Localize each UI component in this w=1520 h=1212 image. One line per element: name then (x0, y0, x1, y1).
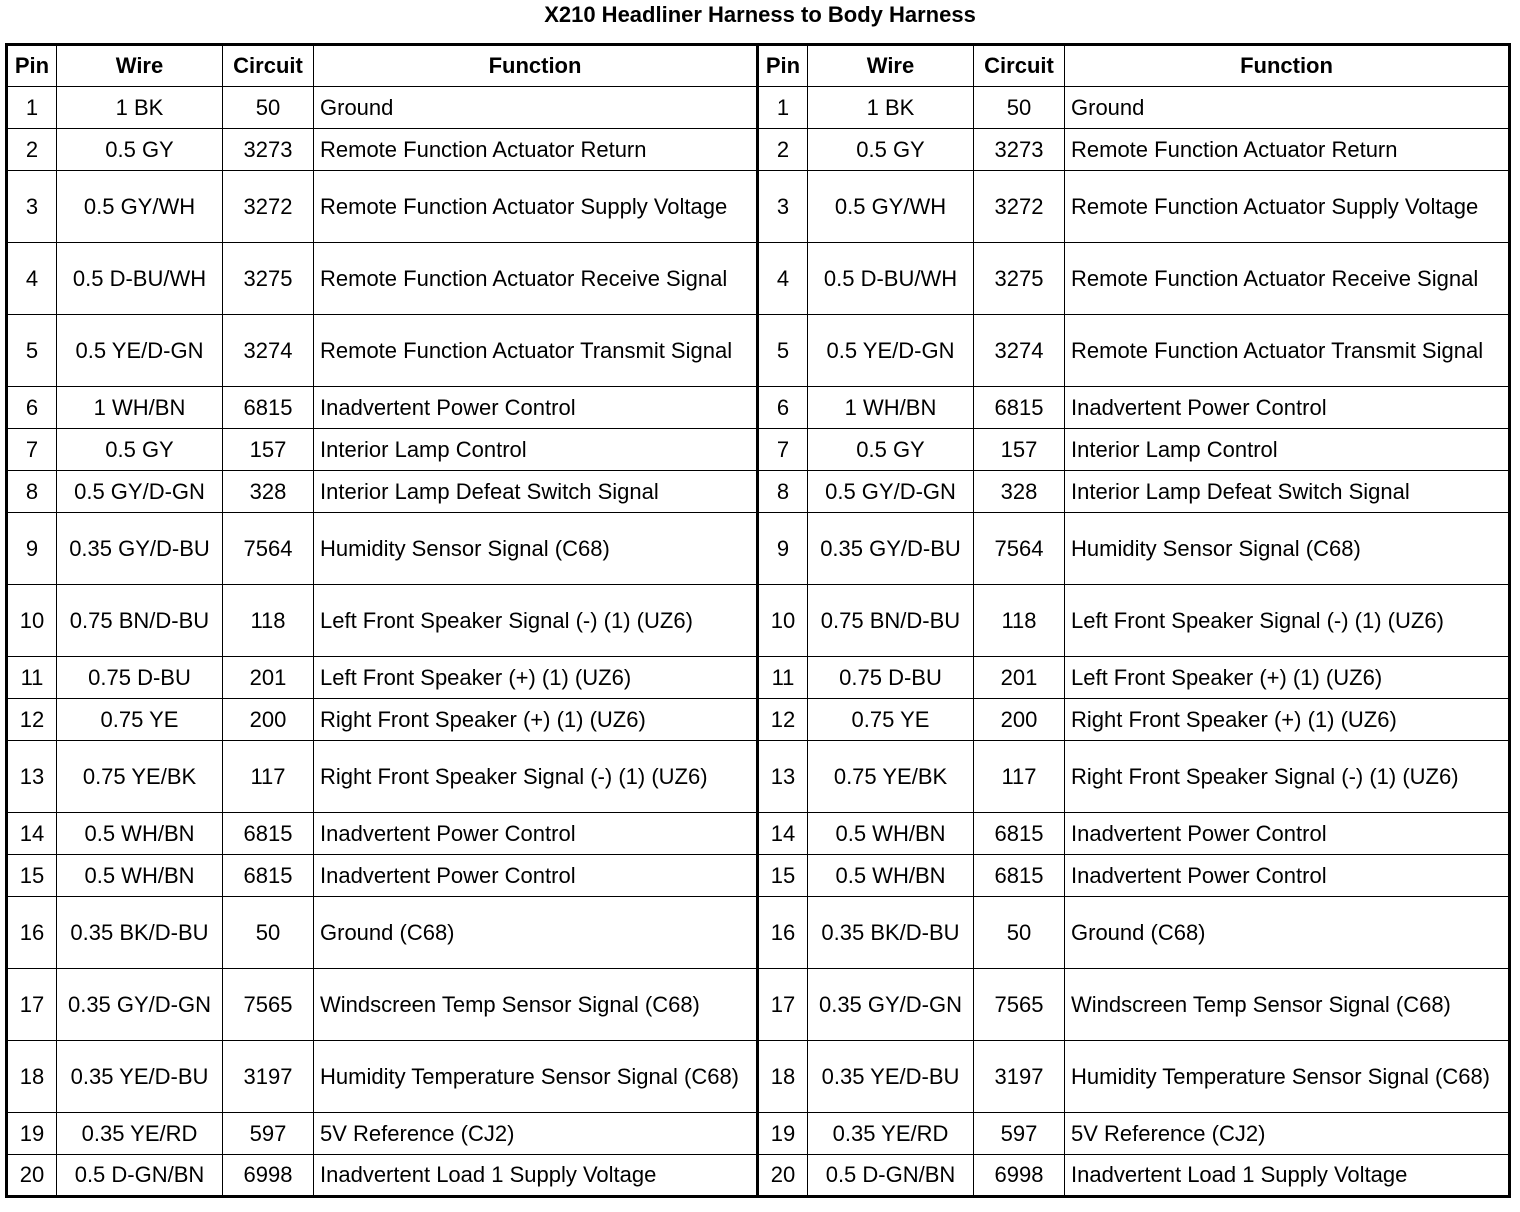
pin-cell: 12 (758, 699, 808, 741)
header-circuit: Circuit (223, 45, 314, 87)
function-cell: 5V Reference (CJ2) (314, 1113, 758, 1155)
function-cell: Humidity Temperature Sensor Signal (C68) (314, 1041, 758, 1113)
wire-cell: 0.35 YE/D-BU (808, 1041, 974, 1113)
pin-cell: 15 (758, 855, 808, 897)
table-row (7, 741, 1510, 813)
header-function: Function (314, 45, 758, 87)
header-wire: Wire (808, 45, 974, 87)
pin-cell: 5 (7, 315, 57, 387)
function-cell: Windscreen Temp Sensor Signal (C68) (1065, 969, 1510, 1041)
pin-cell: 20 (758, 1155, 808, 1197)
function-cell: Inadvertent Power Control (1065, 855, 1510, 897)
circuit-cell: 3275 (974, 243, 1065, 315)
table-row (7, 969, 1510, 1041)
circuit-cell: 6815 (223, 855, 314, 897)
function-cell: Inadvertent Power Control (1065, 387, 1510, 429)
circuit-cell: 6815 (223, 813, 314, 855)
function-cell: Inadvertent Load 1 Supply Voltage (1065, 1155, 1510, 1197)
wire-cell: 1 WH/BN (808, 387, 974, 429)
table-row (7, 585, 1510, 657)
circuit-cell: 6815 (974, 855, 1065, 897)
function-cell: Interior Lamp Defeat Switch Signal (1065, 471, 1510, 513)
pin-cell: 4 (758, 243, 808, 315)
function-cell: Humidity Sensor Signal (C68) (1065, 513, 1510, 585)
circuit-cell: 118 (223, 585, 314, 657)
harness-pinout-table (5, 43, 1511, 1198)
pin-cell: 19 (7, 1113, 57, 1155)
function-cell: 5V Reference (CJ2) (1065, 1113, 1510, 1155)
pin-cell: 14 (7, 813, 57, 855)
circuit-cell: 3274 (974, 315, 1065, 387)
pin-cell: 2 (758, 129, 808, 171)
table-row (7, 1041, 1510, 1113)
table-row (7, 513, 1510, 585)
table-row (7, 699, 1510, 741)
circuit-cell: 200 (223, 699, 314, 741)
circuit-cell: 157 (223, 429, 314, 471)
page-title: X210 Headliner Harness to Body Harness (544, 2, 976, 27)
function-cell: Interior Lamp Control (1065, 429, 1510, 471)
function-cell: Ground (314, 87, 758, 129)
pin-cell: 1 (758, 87, 808, 129)
function-cell: Remote Function Actuator Receive Signal (1065, 243, 1510, 315)
function-cell: Left Front Speaker Signal (-) (1) (UZ6) (314, 585, 758, 657)
wire-cell: 0.75 BN/D-BU (57, 585, 223, 657)
pin-cell: 4 (7, 243, 57, 315)
table-row (7, 855, 1510, 897)
wire-cell: 0.35 GY/D-BU (57, 513, 223, 585)
wire-cell: 0.5 WH/BN (57, 855, 223, 897)
table-row (7, 171, 1510, 243)
wire-cell: 0.5 D-GN/BN (808, 1155, 974, 1197)
circuit-cell: 3197 (974, 1041, 1065, 1113)
wire-cell: 0.5 WH/BN (808, 855, 974, 897)
header-pin: Pin (758, 45, 808, 87)
pin-cell: 11 (758, 657, 808, 699)
function-cell: Right Front Speaker Signal (-) (1) (UZ6) (314, 741, 758, 813)
function-cell: Remote Function Actuator Return (1065, 129, 1510, 171)
circuit-cell: 7564 (223, 513, 314, 585)
circuit-cell: 50 (223, 87, 314, 129)
pin-cell: 18 (758, 1041, 808, 1113)
wire-cell: 0.5 GY (808, 429, 974, 471)
function-cell: Right Front Speaker (+) (1) (UZ6) (314, 699, 758, 741)
circuit-cell: 7565 (223, 969, 314, 1041)
pin-cell: 15 (7, 855, 57, 897)
table-row (7, 87, 1510, 129)
wire-cell: 0.35 YE/D-BU (57, 1041, 223, 1113)
wire-cell: 0.35 BK/D-BU (808, 897, 974, 969)
circuit-cell: 3273 (974, 129, 1065, 171)
function-cell: Inadvertent Power Control (1065, 813, 1510, 855)
wire-cell: 0.5 D-BU/WH (808, 243, 974, 315)
circuit-cell: 328 (974, 471, 1065, 513)
header-wire: Wire (57, 45, 223, 87)
circuit-cell: 50 (223, 897, 314, 969)
pin-cell: 2 (7, 129, 57, 171)
circuit-cell: 201 (974, 657, 1065, 699)
function-cell: Humidity Sensor Signal (C68) (314, 513, 758, 585)
pin-cell: 8 (7, 471, 57, 513)
function-cell: Remote Function Actuator Transmit Signal (314, 315, 758, 387)
circuit-cell: 3274 (223, 315, 314, 387)
circuit-cell: 328 (223, 471, 314, 513)
table-row (7, 315, 1510, 387)
circuit-cell: 117 (223, 741, 314, 813)
circuit-cell: 117 (974, 741, 1065, 813)
pin-cell: 9 (7, 513, 57, 585)
pin-cell: 18 (7, 1041, 57, 1113)
circuit-cell: 3272 (223, 171, 314, 243)
pin-cell: 17 (7, 969, 57, 1041)
circuit-cell: 597 (974, 1113, 1065, 1155)
circuit-cell: 50 (974, 87, 1065, 129)
table-row (7, 387, 1510, 429)
wire-cell: 0.75 D-BU (808, 657, 974, 699)
wire-cell: 0.5 GY/WH (808, 171, 974, 243)
wire-cell: 0.5 YE/D-GN (808, 315, 974, 387)
circuit-cell: 157 (974, 429, 1065, 471)
wire-cell: 0.5 GY/D-GN (57, 471, 223, 513)
pin-cell: 12 (7, 699, 57, 741)
function-cell: Ground (C68) (314, 897, 758, 969)
pin-cell: 8 (758, 471, 808, 513)
wire-cell: 1 BK (808, 87, 974, 129)
function-cell: Inadvertent Load 1 Supply Voltage (314, 1155, 758, 1197)
pin-cell: 13 (758, 741, 808, 813)
wire-cell: 0.35 GY/D-GN (808, 969, 974, 1041)
wire-cell: 0.5 YE/D-GN (57, 315, 223, 387)
circuit-cell: 3275 (223, 243, 314, 315)
circuit-cell: 6815 (974, 813, 1065, 855)
function-cell: Windscreen Temp Sensor Signal (C68) (314, 969, 758, 1041)
table-row (7, 429, 1510, 471)
wire-cell: 0.75 YE (808, 699, 974, 741)
wire-cell: 0.5 GY (57, 129, 223, 171)
pin-cell: 10 (758, 585, 808, 657)
function-cell: Inadvertent Power Control (314, 387, 758, 429)
function-cell: Ground (1065, 87, 1510, 129)
function-cell: Remote Function Actuator Supply Voltage (314, 171, 758, 243)
table-row (7, 657, 1510, 699)
wire-cell: 0.75 YE (57, 699, 223, 741)
circuit-cell: 118 (974, 585, 1065, 657)
wire-cell: 0.5 GY (808, 129, 974, 171)
circuit-cell: 200 (974, 699, 1065, 741)
circuit-cell: 597 (223, 1113, 314, 1155)
pin-cell: 1 (7, 87, 57, 129)
wire-cell: 0.5 GY/WH (57, 171, 223, 243)
function-cell: Remote Function Actuator Transmit Signal (1065, 315, 1510, 387)
pin-cell: 16 (7, 897, 57, 969)
wire-cell: 0.35 YE/RD (808, 1113, 974, 1155)
wire-cell: 0.75 YE/BK (57, 741, 223, 813)
circuit-cell: 6815 (974, 387, 1065, 429)
function-cell: Left Front Speaker Signal (-) (1) (UZ6) (1065, 585, 1510, 657)
table-row (7, 813, 1510, 855)
circuit-cell: 201 (223, 657, 314, 699)
header-function: Function (1065, 45, 1510, 87)
function-cell: Left Front Speaker (+) (1) (UZ6) (1065, 657, 1510, 699)
function-cell: Humidity Temperature Sensor Signal (C68) (1065, 1041, 1510, 1113)
wire-cell: 0.5 GY (57, 429, 223, 471)
circuit-cell: 7564 (974, 513, 1065, 585)
header-pin: Pin (7, 45, 57, 87)
table-row (7, 129, 1510, 171)
table-header-row (7, 45, 1510, 87)
circuit-cell: 7565 (974, 969, 1065, 1041)
table-row (7, 1113, 1510, 1155)
wire-cell: 0.75 YE/BK (808, 741, 974, 813)
pin-cell: 17 (758, 969, 808, 1041)
function-cell: Remote Function Actuator Return (314, 129, 758, 171)
function-cell: Remote Function Actuator Supply Voltage (1065, 171, 1510, 243)
wire-cell: 0.5 WH/BN (57, 813, 223, 855)
pin-cell: 6 (7, 387, 57, 429)
pin-cell: 16 (758, 897, 808, 969)
pin-cell: 10 (7, 585, 57, 657)
wire-cell: 0.5 D-GN/BN (57, 1155, 223, 1197)
pin-cell: 11 (7, 657, 57, 699)
wire-cell: 0.75 BN/D-BU (808, 585, 974, 657)
pin-cell: 13 (7, 741, 57, 813)
pin-cell: 7 (758, 429, 808, 471)
pin-cell: 14 (758, 813, 808, 855)
circuit-cell: 3197 (223, 1041, 314, 1113)
wire-cell: 1 BK (57, 87, 223, 129)
wire-cell: 1 WH/BN (57, 387, 223, 429)
circuit-cell: 6998 (223, 1155, 314, 1197)
pin-cell: 20 (7, 1155, 57, 1197)
pin-cell: 6 (758, 387, 808, 429)
table-row (7, 471, 1510, 513)
table-row (7, 897, 1510, 969)
wire-cell: 0.35 GY/D-BU (808, 513, 974, 585)
table-row (7, 1155, 1510, 1197)
table-row (7, 243, 1510, 315)
wire-cell: 0.5 GY/D-GN (808, 471, 974, 513)
function-cell: Inadvertent Power Control (314, 813, 758, 855)
circuit-cell: 6998 (974, 1155, 1065, 1197)
pin-cell: 7 (7, 429, 57, 471)
wire-cell: 0.35 YE/RD (57, 1113, 223, 1155)
wire-cell: 0.35 BK/D-BU (57, 897, 223, 969)
header-circuit: Circuit (974, 45, 1065, 87)
circuit-cell: 3273 (223, 129, 314, 171)
wire-cell: 0.75 D-BU (57, 657, 223, 699)
function-cell: Inadvertent Power Control (314, 855, 758, 897)
circuit-cell: 50 (974, 897, 1065, 969)
circuit-cell: 3272 (974, 171, 1065, 243)
pin-cell: 3 (7, 171, 57, 243)
function-cell: Left Front Speaker (+) (1) (UZ6) (314, 657, 758, 699)
function-cell: Right Front Speaker (+) (1) (UZ6) (1065, 699, 1510, 741)
function-cell: Right Front Speaker Signal (-) (1) (UZ6) (1065, 741, 1510, 813)
pin-cell: 19 (758, 1113, 808, 1155)
function-cell: Interior Lamp Control (314, 429, 758, 471)
pin-cell: 5 (758, 315, 808, 387)
function-cell: Remote Function Actuator Receive Signal (314, 243, 758, 315)
pin-cell: 3 (758, 171, 808, 243)
pin-cell: 9 (758, 513, 808, 585)
wire-cell: 0.5 D-BU/WH (57, 243, 223, 315)
circuit-cell: 6815 (223, 387, 314, 429)
wire-cell: 0.5 WH/BN (808, 813, 974, 855)
function-cell: Ground (C68) (1065, 897, 1510, 969)
function-cell: Interior Lamp Defeat Switch Signal (314, 471, 758, 513)
wire-cell: 0.35 GY/D-GN (57, 969, 223, 1041)
